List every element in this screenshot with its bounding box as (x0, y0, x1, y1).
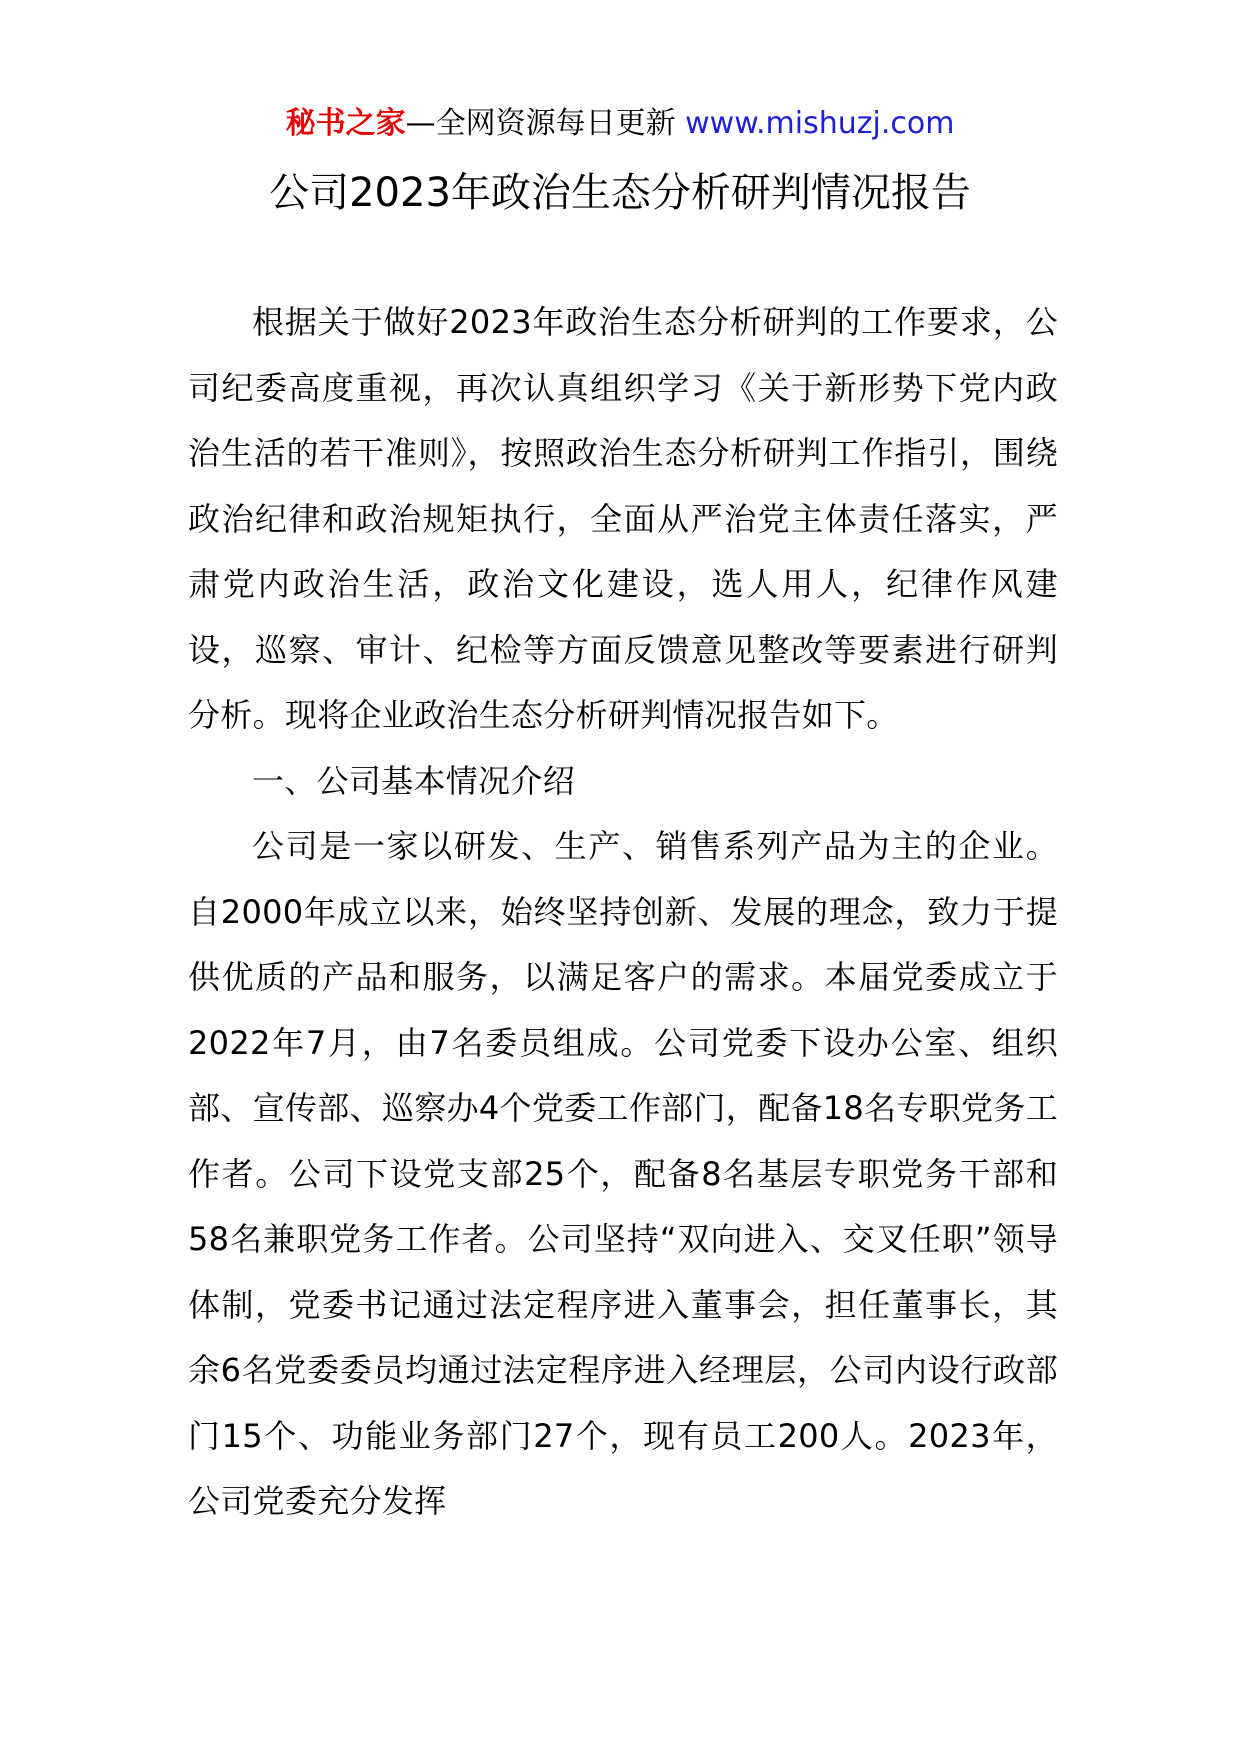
brand-name: 秘书之家 (285, 106, 406, 141)
watermark-header (0, 102, 1240, 146)
document-title: 公司2023年政治生态分析研判情况报告 (269, 170, 971, 216)
document-body (188, 290, 1058, 1535)
site-url-link[interactable]: www.mishuzj.com (685, 106, 955, 141)
section-heading-1: 一、公司基本情况介绍 (252, 761, 576, 800)
paragraph-company-overview: 公司是一家以研发、生产、销售系列产品为主的企业。自2000年成立以来，始终坚持创新、发展的理念，致力于提供优质的产品和服务，以满足客户的需求。本届党委成立于2022年7月，由7名委员组成。公司党委下设办公室、组织部、宣传部、巡察办4个党委工作部门，配备18名专职党务工作者。公司下设党支部25个，配备8名基层专职党务干部和58名兼职党务工作者。公司坚持“双向进入、交叉任职”领导体制，党委书记通过法定程序进入董事会，担任董事长，其余6名党委委员均通过法定程序进入经理层，公司内设行政部门15个、功能业务部门27个，现有员工200人。2023年，公司党委充分发挥 (188, 827, 1058, 1520)
paragraph-intro: 根据关于做好2023年政治生态分析研判的工作要求，公司纪委高度重视，再次认真组织学习《关于新形势下党内政治生活的若干准则》，按照政治生态分析研判工作指引，围绕政治纪律和政治规矩执行，全面从严治党主体责任落实，严肃党内政治生活，政治文化建设，选人用人，纪律作风建设，巡察、审计、纪检等方面反馈意见整改等要素进行研判分析。现将企业政治生态分析研判情况报告如下。 (188, 303, 1058, 734)
header-slogan: —全网资源每日更新 (405, 106, 676, 141)
